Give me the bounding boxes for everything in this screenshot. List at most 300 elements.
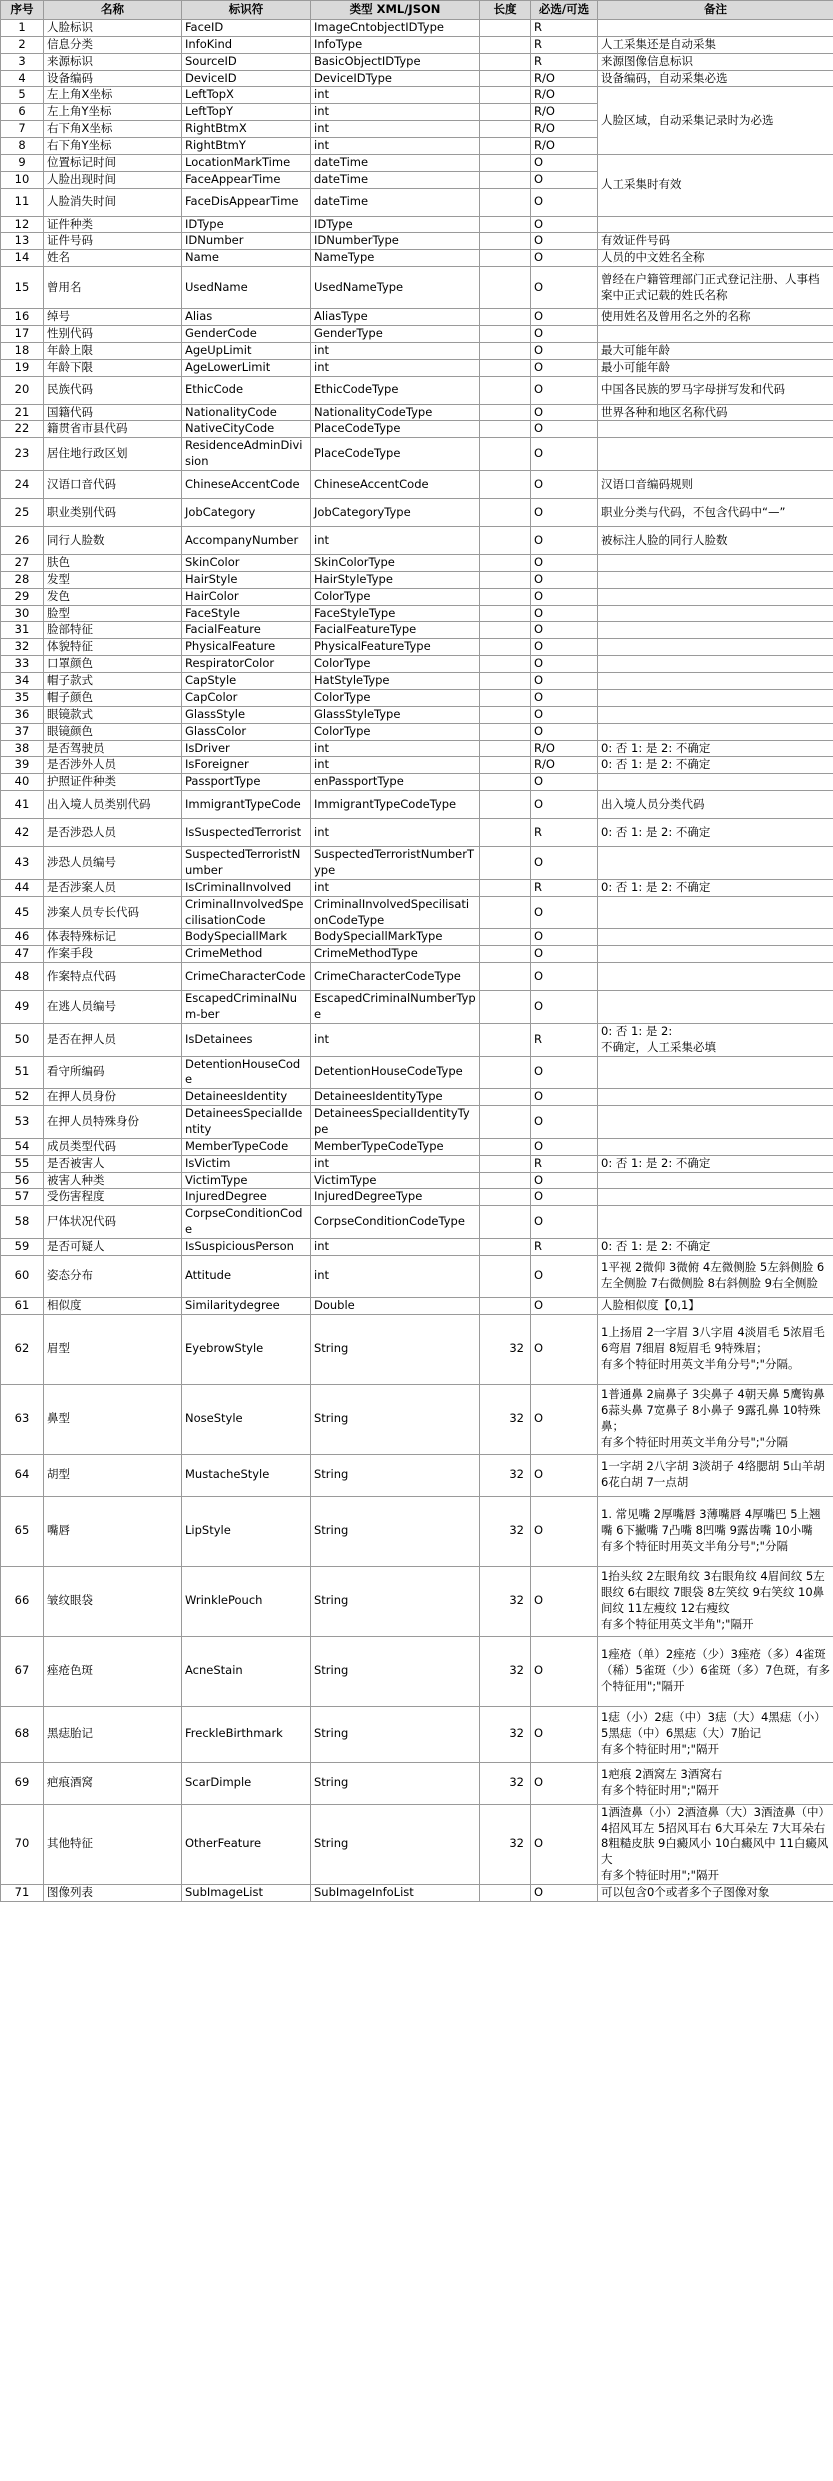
row-name: 同行人脸数 xyxy=(44,527,182,555)
row-identifier: IsVictim xyxy=(182,1155,311,1172)
row-length xyxy=(480,1056,531,1089)
table-row xyxy=(1,774,833,791)
row-length xyxy=(480,471,531,499)
row-length: 32 xyxy=(480,1384,531,1454)
table-row xyxy=(1,1238,833,1255)
row-identifier: AgeLowerLimit xyxy=(182,359,311,376)
row-index: 70 xyxy=(1,1804,44,1884)
row-identifier: IsDetainees xyxy=(182,1023,311,1056)
row-length xyxy=(480,216,531,233)
table-row xyxy=(1,1636,833,1706)
row-note: 人工采集还是自动采集 xyxy=(598,36,833,53)
row-name: 籍贯省市县代码 xyxy=(44,421,182,438)
row-type: CrimeCharacterCodeType xyxy=(311,963,480,991)
table-row xyxy=(1,1762,833,1804)
row-required: O xyxy=(531,1496,598,1566)
row-identifier: BodySpeciallMark xyxy=(182,929,311,946)
table-row xyxy=(1,757,833,774)
row-index: 29 xyxy=(1,588,44,605)
row-length: 32 xyxy=(480,1454,531,1496)
row-type: String xyxy=(311,1496,480,1566)
row-note xyxy=(598,673,833,690)
row-name: 是否涉外人员 xyxy=(44,757,182,774)
row-identifier: AcneStain xyxy=(182,1636,311,1706)
header-row xyxy=(1,1,833,20)
row-identifier: SkinColor xyxy=(182,555,311,572)
row-required: O xyxy=(531,1255,598,1297)
row-required: R xyxy=(531,36,598,53)
row-type: InfoType xyxy=(311,36,480,53)
row-required: O xyxy=(531,267,598,309)
row-note: 1上扬眉 2一字眉 3八字眉 4淡眉毛 5浓眉毛 6弯眉 7细眉 8短眉毛 9特殊眉； 有多个特征时用英文半角分号";"分隔。 xyxy=(598,1314,833,1384)
row-index: 27 xyxy=(1,555,44,572)
row-required: O xyxy=(531,188,598,216)
row-name: 其他特征 xyxy=(44,1804,182,1884)
row-identifier: DetaineesSpecialIdentity xyxy=(182,1106,311,1139)
row-type: SuspectedTerroristNumberType xyxy=(311,847,480,880)
row-length xyxy=(480,757,531,774)
row-required: R/O xyxy=(531,740,598,757)
row-note: 汉语口音编码规则 xyxy=(598,471,833,499)
row-note: 0: 否 1: 是 2: 不确定 xyxy=(598,1238,833,1255)
row-length xyxy=(480,267,531,309)
row-type: BodySpeciallMarkType xyxy=(311,929,480,946)
table-row xyxy=(1,527,833,555)
row-required: O xyxy=(531,250,598,267)
table-row xyxy=(1,36,833,53)
row-identifier: OtherFeature xyxy=(182,1804,311,1884)
table-row xyxy=(1,723,833,740)
row-required: O xyxy=(531,991,598,1024)
row-type: CrimeMethodType xyxy=(311,946,480,963)
row-index: 53 xyxy=(1,1106,44,1139)
row-required: R/O xyxy=(531,104,598,121)
row-index: 32 xyxy=(1,639,44,656)
row-identifier: LeftTopY xyxy=(182,104,311,121)
row-name: 帽子颜色 xyxy=(44,689,182,706)
row-identifier: DeviceID xyxy=(182,70,311,87)
row-name: 发色 xyxy=(44,588,182,605)
row-type: ColorType xyxy=(311,723,480,740)
table-row xyxy=(1,471,833,499)
row-type: enPassportType xyxy=(311,774,480,791)
table-row xyxy=(1,639,833,656)
row-identifier: FaceDisAppearTime xyxy=(182,188,311,216)
table-row xyxy=(1,656,833,673)
row-length xyxy=(480,527,531,555)
row-length xyxy=(480,819,531,847)
row-index: 61 xyxy=(1,1297,44,1314)
row-index: 3 xyxy=(1,53,44,70)
table-row xyxy=(1,70,833,87)
row-type: int xyxy=(311,757,480,774)
row-index: 63 xyxy=(1,1384,44,1454)
row-identifier: FaceStyle xyxy=(182,605,311,622)
row-type: String xyxy=(311,1762,480,1804)
row-length xyxy=(480,571,531,588)
table-row xyxy=(1,946,833,963)
row-index: 66 xyxy=(1,1566,44,1636)
row-name: 是否被害人 xyxy=(44,1155,182,1172)
row-length xyxy=(480,847,531,880)
table-row xyxy=(1,376,833,404)
row-type: FaceStyleType xyxy=(311,605,480,622)
row-index: 54 xyxy=(1,1138,44,1155)
table-row xyxy=(1,1496,833,1566)
row-type: VictimType xyxy=(311,1172,480,1189)
row-identifier: GlassColor xyxy=(182,723,311,740)
header-note: 备注 xyxy=(598,1,833,20)
row-index: 22 xyxy=(1,421,44,438)
row-length xyxy=(480,656,531,673)
row-required: O xyxy=(531,791,598,819)
row-type: int xyxy=(311,740,480,757)
row-required: R xyxy=(531,1023,598,1056)
row-index: 55 xyxy=(1,1155,44,1172)
row-identifier: CapStyle xyxy=(182,673,311,690)
row-identifier: ChineseAccentCode xyxy=(182,471,311,499)
row-required: O xyxy=(531,438,598,471)
row-identifier: LocationMarkTime xyxy=(182,154,311,171)
row-required: R/O xyxy=(531,757,598,774)
row-name: 脸型 xyxy=(44,605,182,622)
row-name: 作案特点代码 xyxy=(44,963,182,991)
row-name: 人脸消失时间 xyxy=(44,188,182,216)
row-type: int xyxy=(311,138,480,155)
row-index: 50 xyxy=(1,1023,44,1056)
row-name: 左上角X坐标 xyxy=(44,87,182,104)
row-type: CriminalInvolvedSpecilisationCodeType xyxy=(311,896,480,929)
row-length xyxy=(480,188,531,216)
table-row xyxy=(1,499,833,527)
table-row xyxy=(1,359,833,376)
row-length xyxy=(480,588,531,605)
row-note: 职业分类与代码，不包含代码中“—” xyxy=(598,499,833,527)
row-note xyxy=(598,622,833,639)
table-row xyxy=(1,896,833,929)
row-length xyxy=(480,689,531,706)
row-name: 性别代码 xyxy=(44,326,182,343)
row-name: 嘴唇 xyxy=(44,1496,182,1566)
row-required: O xyxy=(531,1138,598,1155)
row-length xyxy=(480,1172,531,1189)
row-length xyxy=(480,1155,531,1172)
row-length xyxy=(480,723,531,740)
row-name: 设备编码 xyxy=(44,70,182,87)
row-required: O xyxy=(531,1636,598,1706)
row-identifier: EscapedCriminalNum-ber xyxy=(182,991,311,1024)
row-identifier: CapColor xyxy=(182,689,311,706)
row-index: 69 xyxy=(1,1762,44,1804)
row-required: O xyxy=(531,847,598,880)
row-identifier: EthicCode xyxy=(182,376,311,404)
row-required: R xyxy=(531,879,598,896)
row-identifier: WrinklePouch xyxy=(182,1566,311,1636)
row-length: 32 xyxy=(480,1566,531,1636)
row-name: 来源标识 xyxy=(44,53,182,70)
row-type: int xyxy=(311,104,480,121)
row-length xyxy=(480,233,531,250)
table-row xyxy=(1,1384,833,1454)
row-name: 在逃人员编号 xyxy=(44,991,182,1024)
row-required: R xyxy=(531,53,598,70)
row-type: PlaceCodeType xyxy=(311,438,480,471)
row-note: 1. 常见嘴 2厚嘴唇 3薄嘴唇 4厚嘴巴 5上翘嘴 6下撇嘴 7凸嘴 8凹嘴 9露齿嘴 10小嘴 有多个特征时用英文半角分号";"分隔 xyxy=(598,1496,833,1566)
row-length xyxy=(480,740,531,757)
row-type: int xyxy=(311,879,480,896)
row-note xyxy=(598,1138,833,1155)
row-type: HatStyleType xyxy=(311,673,480,690)
table-row xyxy=(1,879,833,896)
row-note: 出入境人员分类代码 xyxy=(598,791,833,819)
row-note: 1酒渣鼻（小）2酒渣鼻（大）3酒渣鼻（中）4招风耳左 5招风耳右 6大耳朵左 7大耳朵右 8粗糙皮肤 9白癜风小 10白癜风中 11白癜风大 有多个特征时用";"隔开 xyxy=(598,1804,833,1884)
table-row xyxy=(1,847,833,880)
header-length: 长度 xyxy=(480,1,531,20)
row-length: 32 xyxy=(480,1314,531,1384)
row-identifier: AgeUpLimit xyxy=(182,342,311,359)
row-required: O xyxy=(531,216,598,233)
row-identifier: EyebrowStyle xyxy=(182,1314,311,1384)
row-index: 49 xyxy=(1,991,44,1024)
row-length xyxy=(480,1089,531,1106)
row-note: 人员的中文姓名全称 xyxy=(598,250,833,267)
row-length xyxy=(480,963,531,991)
row-required: O xyxy=(531,376,598,404)
table-row xyxy=(1,1706,833,1762)
table-row xyxy=(1,622,833,639)
table-row xyxy=(1,706,833,723)
row-index: 46 xyxy=(1,929,44,946)
row-required: R xyxy=(531,1238,598,1255)
row-type: String xyxy=(311,1636,480,1706)
row-length xyxy=(480,1138,531,1155)
row-index: 59 xyxy=(1,1238,44,1255)
row-note xyxy=(598,1172,833,1189)
row-required: O xyxy=(531,622,598,639)
row-identifier: SubImageList xyxy=(182,1885,311,1902)
row-identifier: IDType xyxy=(182,216,311,233)
table-row xyxy=(1,555,833,572)
row-index: 44 xyxy=(1,879,44,896)
row-note xyxy=(598,1056,833,1089)
row-name: 民族代码 xyxy=(44,376,182,404)
row-identifier: LeftTopX xyxy=(182,87,311,104)
row-required: O xyxy=(531,1762,598,1804)
row-index: 52 xyxy=(1,1089,44,1106)
row-name: 位置标记时间 xyxy=(44,154,182,171)
row-identifier: InfoKind xyxy=(182,36,311,53)
row-required: R/O xyxy=(531,138,598,155)
row-note: 中国各民族的罗马字母拼写发和代码 xyxy=(598,376,833,404)
row-type: int xyxy=(311,527,480,555)
row-required: O xyxy=(531,689,598,706)
table-row xyxy=(1,1155,833,1172)
row-required: O xyxy=(531,1706,598,1762)
row-length xyxy=(480,421,531,438)
row-note xyxy=(598,216,833,233)
row-required: O xyxy=(531,154,598,171)
row-index: 17 xyxy=(1,326,44,343)
table-row xyxy=(1,1089,833,1106)
row-required: O xyxy=(531,233,598,250)
row-type: UsedNameType xyxy=(311,267,480,309)
row-required: O xyxy=(531,471,598,499)
row-length xyxy=(480,499,531,527)
table-row xyxy=(1,1804,833,1884)
row-length xyxy=(480,309,531,326)
table-row xyxy=(1,1056,833,1089)
row-identifier: NativeCityCode xyxy=(182,421,311,438)
row-identifier: RightBtmX xyxy=(182,121,311,138)
row-type: NameType xyxy=(311,250,480,267)
row-note xyxy=(598,1189,833,1206)
row-required: O xyxy=(531,896,598,929)
row-required: O xyxy=(531,1172,598,1189)
row-required: O xyxy=(531,774,598,791)
row-index: 57 xyxy=(1,1189,44,1206)
row-name: 是否可疑人 xyxy=(44,1238,182,1255)
row-length xyxy=(480,622,531,639)
row-index: 7 xyxy=(1,121,44,138)
row-note: 使用姓名及曾用名之外的名称 xyxy=(598,309,833,326)
row-type: ImmigrantTypeCodeType xyxy=(311,791,480,819)
row-length xyxy=(480,1885,531,1902)
row-note xyxy=(598,588,833,605)
row-name: 年龄上限 xyxy=(44,342,182,359)
table-row xyxy=(1,267,833,309)
row-note: 世界各种和地区名称代码 xyxy=(598,404,833,421)
row-name: 姿态分布 xyxy=(44,1255,182,1297)
row-name: 作案手段 xyxy=(44,946,182,963)
row-name: 是否涉恐人员 xyxy=(44,819,182,847)
row-identifier: IsSuspiciousPerson xyxy=(182,1238,311,1255)
row-required: O xyxy=(531,171,598,188)
table-row xyxy=(1,154,833,171)
row-required: O xyxy=(531,639,598,656)
row-length xyxy=(480,896,531,929)
row-length xyxy=(480,946,531,963)
row-identifier: LipStyle xyxy=(182,1496,311,1566)
row-note xyxy=(598,555,833,572)
row-index: 26 xyxy=(1,527,44,555)
table-row xyxy=(1,326,833,343)
row-length xyxy=(480,376,531,404)
row-type: String xyxy=(311,1314,480,1384)
table-row xyxy=(1,1454,833,1496)
row-note: 人脸相似度【0,1】 xyxy=(598,1297,833,1314)
row-length xyxy=(480,87,531,104)
row-required: O xyxy=(531,527,598,555)
row-name: 肤色 xyxy=(44,555,182,572)
row-index: 51 xyxy=(1,1056,44,1089)
row-name: 尸体状况代码 xyxy=(44,1206,182,1239)
table-row xyxy=(1,1138,833,1155)
row-name: 眼镜颜色 xyxy=(44,723,182,740)
row-index: 24 xyxy=(1,471,44,499)
row-note: 1痣（小）2痣（中）3痣（大）4黑痣（小）5黑痣（中）6黑痣（大）7胎记 有多个特征时用";"隔开 xyxy=(598,1706,833,1762)
row-name: 体貌特征 xyxy=(44,639,182,656)
table-row xyxy=(1,1172,833,1189)
row-note: 0: 否 1: 是 2: 不确定 xyxy=(598,1155,833,1172)
row-identifier: CorpseConditionCode xyxy=(182,1206,311,1239)
row-name: 相似度 xyxy=(44,1297,182,1314)
row-required: O xyxy=(531,929,598,946)
row-index: 39 xyxy=(1,757,44,774)
row-name: 看守所编码 xyxy=(44,1056,182,1089)
row-length xyxy=(480,53,531,70)
row-required: O xyxy=(531,309,598,326)
row-required: O xyxy=(531,1566,598,1636)
row-name: 年龄下限 xyxy=(44,359,182,376)
table-row xyxy=(1,1206,833,1239)
row-required: R/O xyxy=(531,87,598,104)
row-name: 鼻型 xyxy=(44,1384,182,1454)
row-required: R xyxy=(531,20,598,37)
row-required: O xyxy=(531,404,598,421)
row-note xyxy=(598,706,833,723)
row-index: 65 xyxy=(1,1496,44,1566)
row-identifier: IsCriminalInvolved xyxy=(182,879,311,896)
row-index: 4 xyxy=(1,70,44,87)
row-name: 是否在押人员 xyxy=(44,1023,182,1056)
row-identifier: IsSuspectedTerrorist xyxy=(182,819,311,847)
row-index: 2 xyxy=(1,36,44,53)
row-identifier: IDNumber xyxy=(182,233,311,250)
row-index: 42 xyxy=(1,819,44,847)
row-identifier: CrimeMethod xyxy=(182,946,311,963)
row-note-merged: 人脸区域，自动采集记录时为必选 xyxy=(598,87,833,154)
row-index: 30 xyxy=(1,605,44,622)
table-row xyxy=(1,1566,833,1636)
row-required: O xyxy=(531,706,598,723)
row-type: ColorType xyxy=(311,689,480,706)
row-identifier: SuspectedTerroristNumber xyxy=(182,847,311,880)
row-identifier: VictimType xyxy=(182,1172,311,1189)
row-type: int xyxy=(311,342,480,359)
row-note: 可以包含0个或者多个子图像对象 xyxy=(598,1885,833,1902)
row-identifier: InjuredDegree xyxy=(182,1189,311,1206)
row-type: EscapedCriminalNumberType xyxy=(311,991,480,1024)
row-index: 11 xyxy=(1,188,44,216)
row-index: 10 xyxy=(1,171,44,188)
table-row xyxy=(1,991,833,1024)
table-row xyxy=(1,342,833,359)
row-name: 在押人员身份 xyxy=(44,1089,182,1106)
row-note xyxy=(598,438,833,471)
row-required: O xyxy=(531,605,598,622)
header-required: 必选/可选 xyxy=(531,1,598,20)
row-length xyxy=(480,1189,531,1206)
row-index: 62 xyxy=(1,1314,44,1384)
row-type: PhysicalFeatureType xyxy=(311,639,480,656)
table-row xyxy=(1,309,833,326)
table-row xyxy=(1,673,833,690)
row-identifier: Similaritydegree xyxy=(182,1297,311,1314)
row-type: String xyxy=(311,1566,480,1636)
row-required: O xyxy=(531,946,598,963)
row-required: O xyxy=(531,723,598,740)
row-required: O xyxy=(531,1189,598,1206)
row-required: R xyxy=(531,1155,598,1172)
row-identifier: MustacheStyle xyxy=(182,1454,311,1496)
row-index: 1 xyxy=(1,20,44,37)
row-identifier: DetentionHouseCode xyxy=(182,1056,311,1089)
row-type: Double xyxy=(311,1297,480,1314)
row-length: 32 xyxy=(480,1496,531,1566)
row-name: 涉恐人员编号 xyxy=(44,847,182,880)
row-identifier: GlassStyle xyxy=(182,706,311,723)
row-length xyxy=(480,326,531,343)
